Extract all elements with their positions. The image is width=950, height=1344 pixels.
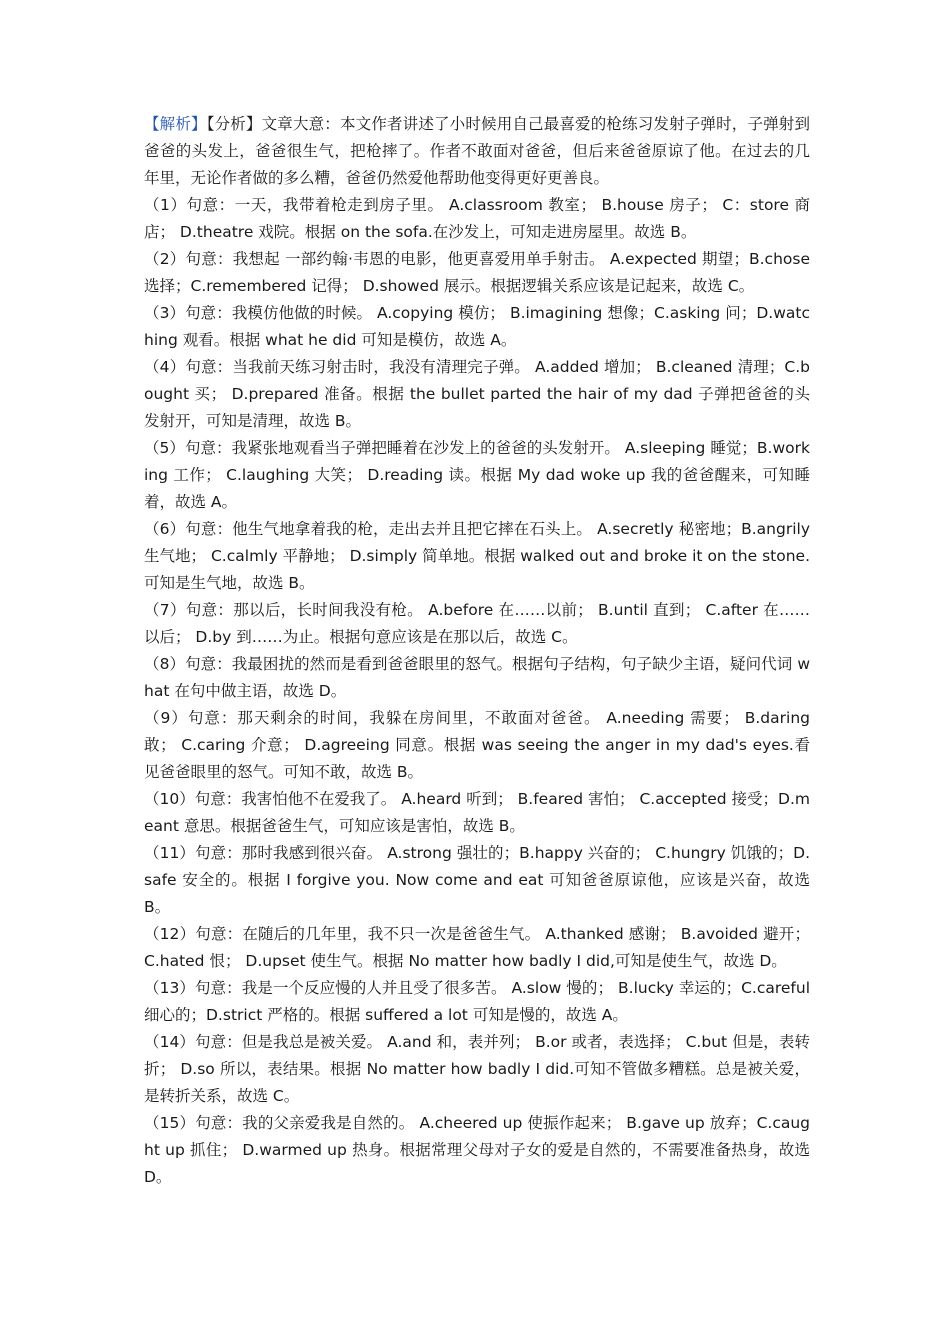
- explanation-item-1: （1）句意：一天，我带着枪走到房子里。 A.classroom 教室； B.house 房子； C：store 商店； D.theatre 戏院。根据 on the sofa.在沙发上，可知走进房屋里。故选 B。: [144, 196, 810, 241]
- intro-text: 文章大意：本文作者讲述了小时候用自己最喜爱的枪练习发射子弹时，子弹射到爸爸的头发上，爸爸很生气，把枪摔了。作者不敢面对爸爸，但后来爸爸原谅了他。在过去的几年里，无论作者做的多么糟，爸爸仍然爱他帮助他变得更好更善良。: [144, 115, 810, 187]
- explanation-item-10: （10）句意：我害怕他不在爱我了。 A.heard 听到； B.feared 害怕； C.accepted 接受；D.meant 意思。根据爸爸生气，可知应该是害怕，故选 B。: [144, 790, 810, 835]
- explanation-item-13: （13）句意：我是一个反应慢的人并且受了很多苦。 A.slow 慢的； B.lucky 幸运的；C.careful 细心的；D.strict 严格的。根据 suffered a lot 可知是慢的，故选 A。: [144, 979, 810, 1024]
- explanation-item-12: （12）句意：在随后的几年里，我不只一次是爸爸生气。 A.thanked 感谢； B.avoided 避开； C.hated 恨； D.upset 使生气。根据 No matter how badly I did,可知是使生气，故选 D。: [144, 925, 810, 970]
- fenxi-tag: 【分析】: [206, 115, 262, 133]
- explanation-item-9: （9）句意：那天剩余的时间，我躲在房间里，不敢面对爸爸。 A.needing 需要； B.daring 敢； C.caring 介意； D.agreeing 同意。根据 was seeing the anger in my dad's eyes.看见爸爸眼里的怒气。可知不敢，故选 B。: [144, 709, 810, 781]
- explanation-item-11: （11）句意：那时我感到很兴奋。 A.strong 强壮的；B.happy 兴奋的； C.hungry 饥饿的；D.safe 安全的。根据 I forgive you. Now come and eat 可知爸爸原谅他，应该是兴奋，故选 B。: [144, 844, 810, 916]
- explanation-item-2: （2）句意：我想起 一部约翰·韦恩的电影，他更喜爱用单手射击。 A.expected 期望；B.chose 选择；C.remembered 记得； D.showed 展示。根据逻辑关系应该是记起来，故选 C。: [144, 250, 810, 295]
- explanation-item-8: （8）句意：我最困扰的然而是看到爸爸眼里的怒气。根据句子结构，句子缺少主语，疑问代词 what 在句中做主语，故选 D。: [144, 655, 810, 700]
- explanation-item-7: （7）句意：那以后，长时间我没有枪。 A.before 在……以前； B.until 直到； C.after 在……以后； D.by 到……为止。根据句意应该是在那以后，故选 C。: [144, 601, 810, 646]
- explanation-item-14: （14）句意：但是我总是被关爱。 A.and 和，表并列； B.or 或者，表选择； C.but 但是，表转折； D.so 所以，表结果。根据 No matter how badly I did.可知不管做多糟糕。总是被关爱，是转折关系，故选 C。: [144, 1033, 810, 1105]
- explanation-item-6: （6）句意：他生气地拿着我的枪，走出去并且把它摔在石头上。 A.secretly 秘密地；B.angrily 生气地； C.calmly 平静地； D.simply 简单地。根据 walked out and broke it on the stone.可知是生气地，故选 B。: [144, 520, 810, 592]
- analysis-intro: [144, 111, 810, 192]
- explanation-item-3: （3）句意：我模仿他做的时候。 A.copying 模仿； B.imagining 想像；C.asking 问；D.watching 观看。根据 what he did 可知是模仿，故选 A。: [144, 304, 810, 349]
- jiexi-tag: 【解析】: [144, 115, 207, 133]
- explanation-item-4: （4）句意：当我前天练习射击时，我没有清理完子弹。 A.added 增加； B.cleaned 清理；C.bought 买； D.prepared 准备。根据 the bullet parted the hair of my dad 子弹把爸爸的头发射开，可知是清理，故选 B。: [144, 358, 810, 430]
- explanation-item-5: （5）句意：我紧张地观看当子弹把睡着在沙发上的爸爸的头发射开。 A.sleeping 睡觉；B.working 工作； C.laughing 大笑； D.reading 读。根据 My dad woke up 我的爸爸醒来，可知睡着，故选 A。: [144, 439, 810, 511]
- explanation-item-15: （15）句意：我的父亲爱我是自然的。 A.cheered up 使振作起来； B.gave up 放弃；C.caught up 抓住； D.warmed up 热身。根据常理父母对子女的爱是自然的，不需要准备热身，故选 D。: [144, 1114, 810, 1186]
